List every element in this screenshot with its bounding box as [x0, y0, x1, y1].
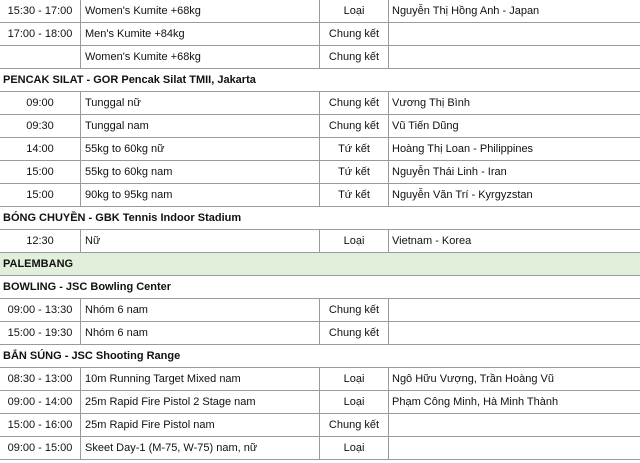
time-cell: [0, 46, 81, 68]
city-row: [0, 253, 640, 276]
time-cell: 09:00 - 15:00: [0, 437, 81, 459]
round-cell: Chung kết: [320, 92, 389, 114]
time-cell: 14:00: [0, 138, 81, 160]
section-heading: BÓNG CHUYỀN - GBK Tennis Indoor Stadium: [3, 212, 242, 224]
note-cell: Vũ Tiến Dũng: [392, 120, 459, 132]
round-cell: Chung kết: [320, 414, 389, 436]
note-cell: Ngô Hữu Vượng, Trần Hoàng Vũ: [392, 373, 554, 385]
time-cell: 15:00: [0, 184, 81, 206]
event-cell: Men's Kumite +84kg: [81, 23, 320, 45]
time-cell: 09:30: [0, 115, 81, 137]
time-cell: 15:00: [0, 161, 81, 183]
note-cell: Phạm Công Minh, Hà Minh Thành: [392, 396, 559, 408]
schedule-row: [0, 161, 640, 184]
note-cell: Nguyễn Văn Trí - Kyrgyzstan: [392, 189, 533, 201]
event-cell: Nhóm 6 nam: [81, 322, 320, 344]
time-cell: 09:00: [0, 92, 81, 114]
section-row: [0, 207, 640, 230]
event-cell: Tunggal nữ: [81, 92, 320, 114]
round-cell: Chung kết: [320, 299, 389, 321]
schedule-row: [0, 437, 640, 460]
event-cell: Women's Kumite +68kg: [81, 0, 320, 22]
schedule-row: [0, 391, 640, 414]
event-cell: Women's Kumite +68kg: [81, 46, 320, 68]
note-cell: Vương Thị Bình: [392, 97, 470, 109]
event-cell: 90kg to 95kg nam: [81, 184, 320, 206]
note-cell: Nguyễn Thái Linh - Iran: [392, 166, 507, 178]
section-heading: BẮN SÚNG - JSC Shooting Range: [3, 350, 181, 362]
time-cell: 09:00 - 13:30: [0, 299, 81, 321]
round-cell: Tứ kết: [320, 138, 389, 160]
note-cell: Hoàng Thị Loan - Philippines: [392, 143, 534, 155]
time-cell: 15:30 - 17:00: [0, 0, 81, 22]
round-cell: Tứ kết: [320, 161, 389, 183]
city-heading: PALEMBANG: [0, 253, 640, 275]
schedule-row: [0, 322, 640, 345]
schedule-row: [0, 138, 640, 161]
event-cell: Skeet Day-1 (M-75, W-75) nam, nữ: [81, 437, 320, 459]
time-cell: 15:00 - 19:30: [0, 322, 81, 344]
section-row: [0, 69, 640, 92]
note-cell: [389, 322, 640, 344]
round-cell: Tứ kết: [320, 184, 389, 206]
event-cell: 25m Rapid Fire Pistol nam: [81, 414, 320, 436]
schedule-row: [0, 46, 640, 69]
round-cell: Loại: [320, 368, 389, 390]
note-cell: [389, 23, 640, 45]
schedule-row: [0, 92, 640, 115]
note-cell: Nguyễn Thị Hồng Anh - Japan: [392, 5, 540, 17]
schedule-row: [0, 368, 640, 391]
schedule-row: [0, 0, 640, 23]
event-cell: 10m Running Target Mixed nam: [81, 368, 320, 390]
round-cell: Chung kết: [320, 115, 389, 137]
note-cell: Vietnam - Korea: [392, 235, 472, 247]
round-cell: Chung kết: [320, 23, 389, 45]
section-heading: BOWLING - JSC Bowling Center: [3, 281, 172, 293]
event-cell: 55kg to 60kg nữ: [81, 138, 320, 160]
time-cell: 09:00 - 14:00: [0, 391, 81, 413]
schedule-row: [0, 299, 640, 322]
note-cell: [389, 437, 640, 459]
round-cell: Chung kết: [320, 46, 389, 68]
round-cell: Loại: [320, 437, 389, 459]
event-cell: 55kg to 60kg nam: [81, 161, 320, 183]
section-row: [0, 276, 640, 299]
round-cell: Loại: [320, 0, 389, 22]
event-cell: 25m Rapid Fire Pistol 2 Stage nam: [81, 391, 320, 413]
event-cell: Nhóm 6 nam: [81, 299, 320, 321]
time-cell: 08:30 - 13:00: [0, 368, 81, 390]
schedule-row: [0, 414, 640, 437]
round-cell: Loại: [320, 391, 389, 413]
round-cell: Chung kết: [320, 322, 389, 344]
schedule-row: [0, 184, 640, 207]
schedule-row: [0, 230, 640, 253]
note-cell: [389, 46, 640, 68]
schedule-row: [0, 115, 640, 138]
round-cell: Loại: [320, 230, 389, 252]
note-cell: [389, 414, 640, 436]
event-cell: Nữ: [81, 230, 320, 252]
event-cell: Tunggal nam: [81, 115, 320, 137]
note-cell: [389, 299, 640, 321]
section-heading: PENCAK SILAT - GOR Pencak Silat TMII, Jakarta: [3, 74, 256, 86]
time-cell: 17:00 - 18:00: [0, 23, 81, 45]
time-cell: 12:30: [0, 230, 81, 252]
section-row: [0, 345, 640, 368]
time-cell: 15:00 - 16:00: [0, 414, 81, 436]
schedule-row: [0, 23, 640, 46]
